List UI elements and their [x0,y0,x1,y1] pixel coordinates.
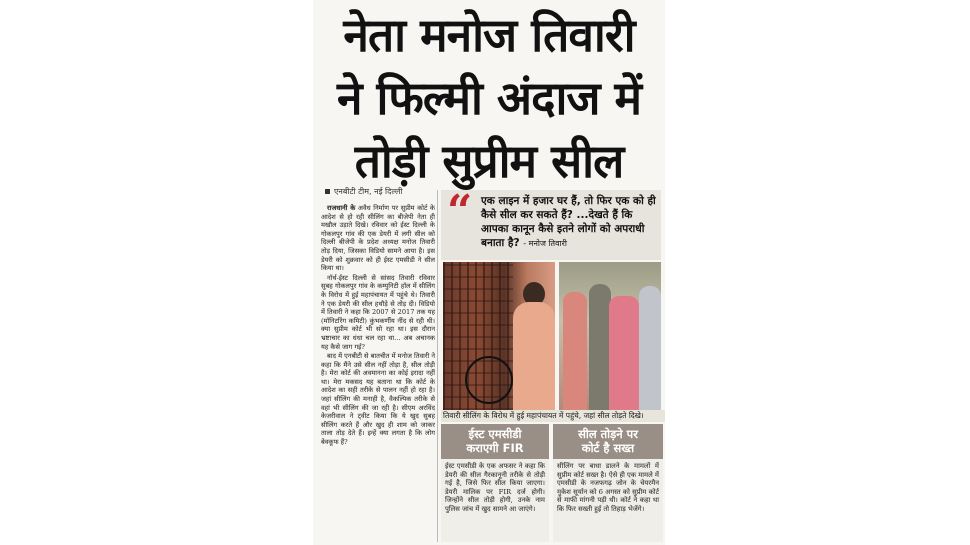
sidebar-box-fir [441,424,549,542]
column-divider [437,190,438,542]
pull-quote [441,186,661,260]
lead-words: राजधानी के [327,204,356,212]
byline [325,186,402,197]
photo-breaking-seal [443,262,555,410]
box-text: ईस्ट एमसीडी के एक अफसर ने कहा कि डेयरी की सील गैरकानूनी तरीके से तोड़ी गई है, जिसे फिर सील किया जाएगा। डेयरी मालिक पर FIR दर्ज होगी। जिन्होंने सील तोड़ी होगी, उनके नाम पुलिस जांच में खुद सामने आ जाएंगे। [445,462,545,513]
article-paragraph: बाद में एनबीटी से बातचीत में मनोज तिवारी ने कहा कि मैंने उसे सील नहीं तोड़ा है, सील तोड़ी है। मेरा कोर्ट की अवमानना का कोई इरादा नहीं था। मेरा मकसद यह बताना था कि कोर्ट के आदेश का सही तरीके से पालन नहीं हो रहा है। जहां सीलिंग की मनाही है, वैकल्पिक तरीके से वहां भी सीलिंग की जा रही है। सीएम अरविंद केजरीवाल ने ट्वीट किया कि ये खुद सुबह सीलिंग करते हैं और खुद ही शाम को जाकर ताला तोड़ देते हैं। इन्हें क्या लगता है कि लोग बेवकूफ हैं? [321,352,435,447]
article-body [321,204,435,542]
person-figure [639,286,661,410]
person-figure [563,292,587,410]
highlight-circle [465,356,513,404]
quote-mark-icon: “ [447,186,473,237]
person-figure [609,296,639,410]
box-text: सीलिंग पर बाधा डालने के मामलों में सुप्रीम कोर्ट सख्त है। ऐसे ही एक मामले में एमसीडी के नजफगढ़ जोन के चेयरमैन मुकेश सूर्यान को 6 अगस्त को सुप्रीम कोर्ट से माफी मांगनी पड़ी थी। कोर्ट ने कहा था कि फिर सख्ती हुई तो तिहाड़ भेजेंगे। [557,462,659,513]
box-title [441,424,549,459]
box-title-line: कोर्ट है सख्त [581,441,635,455]
box-title-line: कराएगी FIR [466,441,524,455]
box-title-line: सील तोड़ने पर [578,427,638,441]
photo-caption: तिवारी सीलिंग के विरोध में हुई महापंचायत में पहुंचे, जहां सील तोड़ते दिखे। [441,410,665,422]
headline-line-3: तोड़ी सुप्रीम सील [354,134,624,188]
headline-line-2: ने फिल्मी अंदाज में [336,71,642,125]
article-paragraph [321,204,435,273]
box-title-line: ईस्ट एमसीडी [468,427,522,441]
byline-text: एनबीटी टीम, नई दिल्ली [334,187,403,196]
bullet-square-icon [325,189,330,194]
quote-attribution: - मनोज तिवारी [523,239,567,248]
box-title [553,424,663,459]
headline-line-1: नेता मनोज तिवारी [343,8,635,62]
paragraph-text: अवैध निर्माण पर सुप्रीम कोर्ट के आदेश से हो रही सीलिंग का बीजेपी नेता ही मखौल उड़ाते दिखे। रविवार को ईस्ट दिल्ली के गोकलपुर गांव की एक डेयरी में लगी सील को दिल्ली बीजेपी के प्रदेश अध्यक्ष मनोज तिवारी तोड़ दिया, जिसका विडियो सामने आया है। इस डेयरी को शुक्रवार को ही ईस्ट एमसीडी ने सील किया था। [321,204,435,273]
photo-crowd [559,262,661,410]
newspaper-clipping [313,0,665,545]
person-figure [589,284,611,410]
headline [313,4,665,193]
sidebar-box-court [553,424,663,542]
quote-body: एक लाइन में हजार घर हैं, तो फिर एक को ही कैसे सील कर सकते हैं? ...देखते हैं कि आपका कानून कैसे इतने लोगों को अपराधी बनाता है? [481,195,656,249]
article-paragraph: नॉर्थ-ईस्ट दिल्ली से सांसद तिवारी रविवार सुबह गोकलपुर गांव के कम्युनिटी हॉल में सीलिंग के विरोध में हुई महापंचायत में पहुंचे थे। तिवारी ने एक डेयरी की सील हथौड़े से तोड़ दी। विडियो में तिवारी ने कहा कि 2007 से 2017 तक यह (मॉनिटरिंग कमिटी) कुंभकर्णीय नींद से रही थी। क्या सुप्रीम कोर्ट भी सो रहा था। इस दौरान भ्रष्टाचार का धंधा चल रहा था... अब अचानक यह कैसे जाग गई? [321,273,435,351]
person-figure [513,302,555,410]
pull-quote-text [481,194,659,251]
